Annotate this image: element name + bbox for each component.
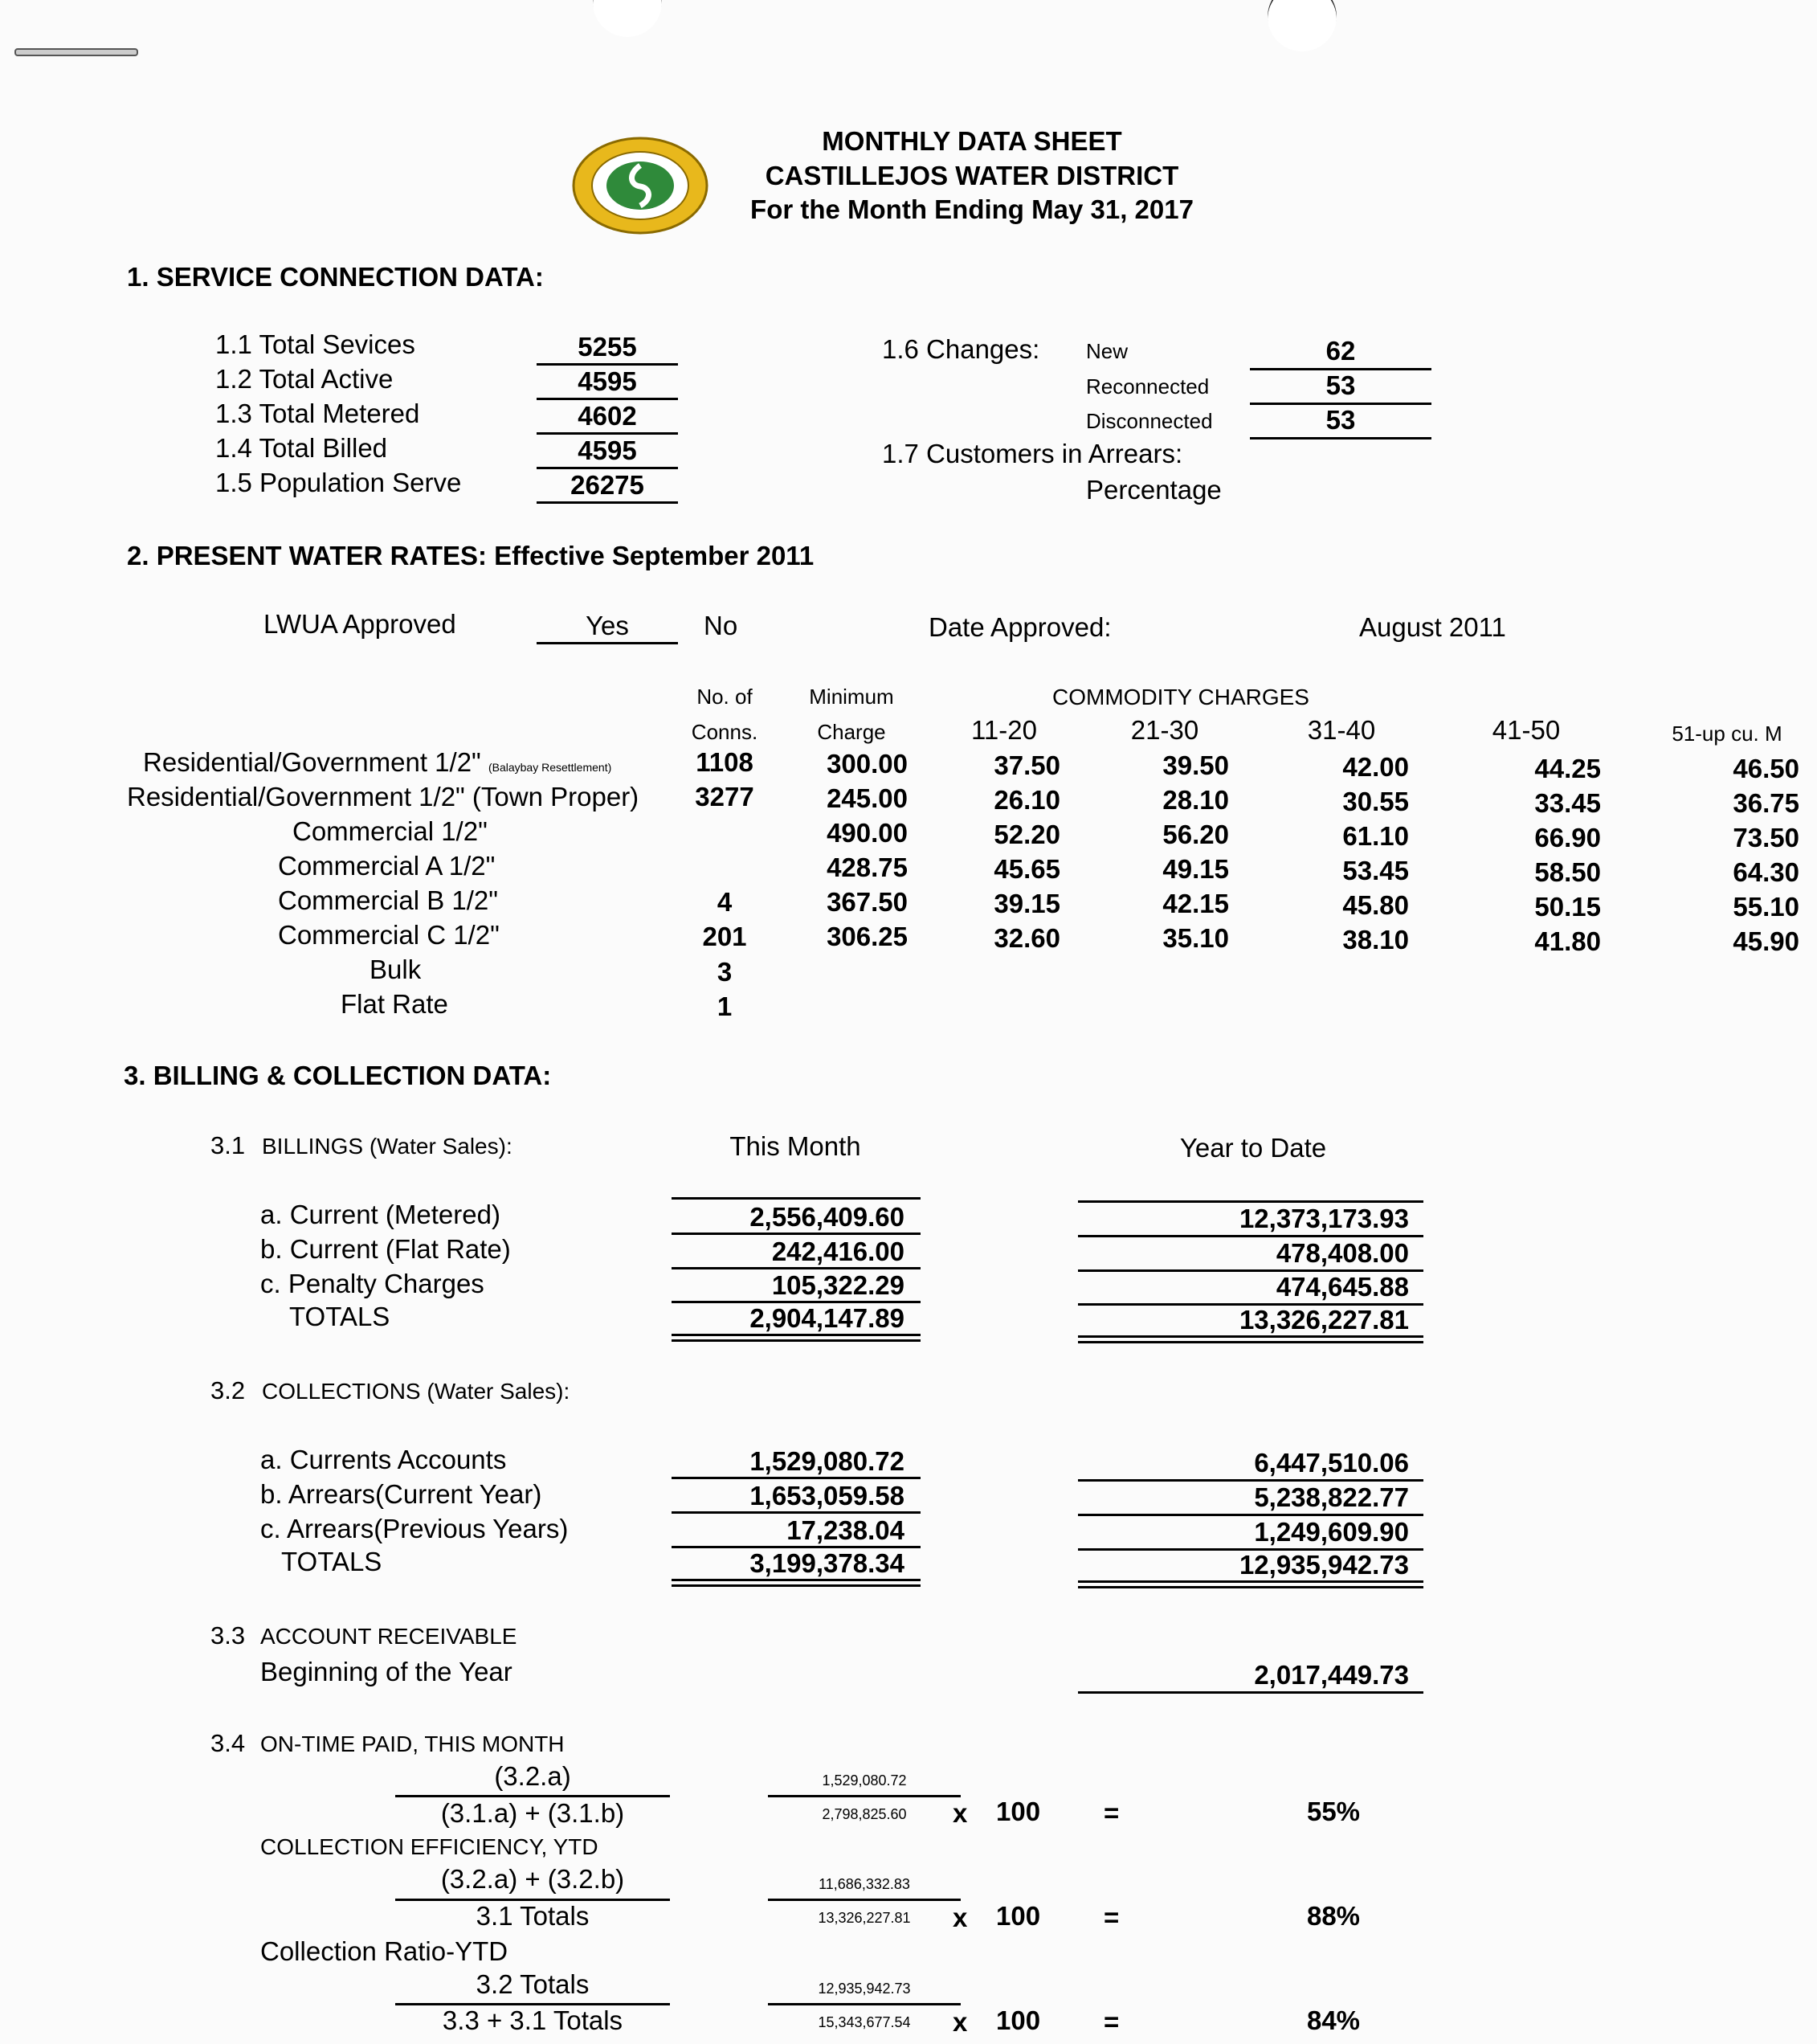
ratio-result: 84% — [1306, 2005, 1361, 2035]
multiply-sign: x — [953, 2007, 968, 2037]
rate-tier: 42.15 — [1162, 889, 1229, 918]
changes-label: 1.6 Changes: — [882, 334, 1040, 364]
collection-month: 3,199,378.34 — [749, 1548, 904, 1578]
ratio-denominator: 3.1 Totals — [476, 1901, 590, 1931]
rate-tier: 64.30 — [1733, 857, 1799, 887]
otp-heading: ON-TIME PAID, THIS MONTH — [260, 1731, 565, 1756]
rate-tier: 39.50 — [1162, 750, 1229, 780]
rate-tier: 28.10 — [1162, 785, 1229, 815]
tier-header: 41-50 — [1492, 715, 1561, 745]
service-value: 4595 — [578, 435, 637, 465]
rate-conns: 201 — [702, 922, 747, 951]
rate-class: Commercial 1/2" — [292, 816, 488, 846]
collection-label: a. Currents Accounts — [260, 1445, 507, 1474]
arrears-label: 1.7 Customers in Arrears: — [882, 439, 1183, 468]
rate-class-label: Residential/Government 1/2" — [143, 747, 481, 777]
punch-hole-right — [1268, 0, 1337, 51]
collection-ytd: 6,447,510.06 — [1254, 1448, 1409, 1478]
tier-header: 21-30 — [1130, 715, 1199, 745]
rate-tier: 66.90 — [1534, 823, 1601, 852]
collection-month: 1,529,080.72 — [749, 1446, 904, 1476]
rate-conns: 1 — [717, 991, 733, 1021]
change-value: 53 — [1325, 405, 1356, 435]
rate-tier: 56.20 — [1162, 820, 1229, 849]
ratio-title: Collection Ratio-YTD — [260, 1936, 508, 1966]
billing-label: c. Penalty Charges — [260, 1269, 484, 1298]
billings-heading: BILLINGS (Water Sales): — [262, 1134, 512, 1159]
rate-tier: 58.50 — [1534, 857, 1601, 887]
rate-min: 300.00 — [827, 749, 908, 779]
billing-month: 105,322.29 — [771, 1270, 904, 1300]
this-month-header: This Month — [729, 1131, 861, 1161]
ratio-numerator: (3.2.a) + (3.2.b) — [440, 1864, 625, 1894]
rate-tier: 50.15 — [1534, 892, 1601, 922]
report-period: For the Month Ending May 31, 2017 — [750, 194, 1194, 224]
rate-min: 245.00 — [827, 783, 908, 813]
percentage-label: Percentage — [1086, 475, 1222, 505]
lwua-yes: Yes — [586, 611, 629, 640]
rate-class: Commercial A 1/2" — [278, 851, 496, 881]
rate-conns: 3 — [717, 957, 733, 987]
punch-hole-left — [593, 0, 662, 37]
ratio-value-num: 11,686,332.83 — [819, 1876, 910, 1892]
tier-header: 31-40 — [1307, 715, 1376, 745]
rate-min: 367.50 — [827, 887, 908, 917]
ratio-denominator: (3.1.a) + (3.1.b) — [440, 1798, 625, 1828]
district-name: CASTILLEJOS WATER DISTRICT — [765, 161, 1179, 190]
service-value: 26275 — [570, 470, 644, 500]
billing-month: 2,556,409.60 — [749, 1202, 904, 1232]
header-minimum: Minimum — [809, 685, 894, 709]
ytd-header: Year to Date — [1179, 1133, 1327, 1163]
rate-min: 490.00 — [827, 818, 908, 848]
rate-conns: 1108 — [696, 747, 753, 777]
collection-label: c. Arrears(Previous Years) — [260, 1514, 569, 1543]
service-label: 1.3 Total Metered — [215, 399, 420, 428]
lwua-approved-label: LWUA Approved — [263, 609, 456, 639]
ar-heading: ACCOUNT RECEIVABLE — [260, 1624, 517, 1649]
equals-sign: = — [1104, 2007, 1120, 2037]
multiply-sign: x — [953, 1798, 968, 1828]
multiply-sign: x — [953, 1903, 968, 1932]
change-type: Reconnected — [1086, 374, 1210, 399]
service-label: 1.4 Total Billed — [215, 433, 388, 463]
rate-tier: 32.60 — [994, 923, 1060, 953]
ratio-denominator: 3.3 + 3.1 Totals — [442, 2005, 623, 2035]
rate-tier: 42.00 — [1342, 752, 1409, 782]
billing-label: b. Current (Flat Rate) — [260, 1234, 511, 1264]
rate-class-note: (Balaybay Resettlement) — [488, 761, 612, 774]
ratio-value-den: 15,343,677.54 — [818, 2014, 911, 2030]
ratio-value-den: 13,326,227.81 — [818, 1910, 911, 1926]
section-2-title: 2. PRESENT WATER RATES: Effective September 2011 — [127, 541, 815, 570]
rate-tier: 49.15 — [1162, 854, 1229, 884]
billing-month: 2,904,147.89 — [749, 1303, 904, 1333]
ar-sublabel: Beginning of the Year — [260, 1657, 512, 1686]
section-1-title: 1. SERVICE CONNECTION DATA: — [127, 262, 544, 292]
change-type: New — [1086, 339, 1129, 363]
rate-conns: 4 — [717, 887, 733, 917]
rate-class — [143, 747, 611, 778]
change-value: 53 — [1325, 370, 1356, 400]
collection-label: b. Arrears(Current Year) — [260, 1479, 542, 1509]
rate-class: Commercial C 1/2" — [278, 920, 500, 950]
collection-ytd: 5,238,822.77 — [1254, 1482, 1409, 1512]
hundred: 100 — [996, 2005, 1041, 2035]
section-3-title: 3. BILLING & COLLECTION DATA: — [124, 1061, 552, 1090]
collection-month: 1,653,059.58 — [749, 1481, 904, 1511]
collection-label: TOTALS — [281, 1547, 382, 1576]
rate-tier: 26.10 — [994, 785, 1060, 815]
change-value: 62 — [1325, 336, 1356, 366]
equals-sign: = — [1104, 1798, 1120, 1828]
equals-sign: = — [1104, 1903, 1120, 1932]
ratio-result: 55% — [1306, 1797, 1361, 1826]
ratio-numerator: 3.2 Totals — [476, 1969, 590, 1999]
ratio-value-num: 12,935,942.73 — [818, 1981, 911, 1997]
rate-class: Flat Rate — [341, 989, 448, 1019]
hundred: 100 — [996, 1901, 1041, 1931]
service-value: 4595 — [578, 366, 637, 396]
rate-tier: 46.50 — [1733, 754, 1799, 783]
date-approved-value: August 2011 — [1359, 612, 1506, 642]
billing-label: a. Current (Metered) — [260, 1200, 500, 1229]
service-value: 4602 — [578, 401, 637, 431]
staple-mark — [14, 48, 138, 56]
rate-tier: 37.50 — [994, 750, 1060, 780]
billing-ytd: 474,645.88 — [1276, 1272, 1409, 1302]
rate-tier: 53.45 — [1342, 856, 1409, 885]
rate-min: 306.25 — [827, 922, 908, 951]
rate-tier: 61.10 — [1342, 821, 1409, 851]
district-logo — [572, 137, 708, 235]
ratio-value-den: 2,798,825.60 — [822, 1806, 907, 1822]
rate-class — [127, 782, 639, 812]
ratio-result: 88% — [1306, 1901, 1361, 1931]
rate-min: 428.75 — [827, 852, 908, 882]
collection-ytd: 12,935,942.73 — [1239, 1550, 1409, 1580]
rate-class-label: Residential/Government 1/2" (Town Proper) — [127, 782, 639, 811]
rate-tier: 52.20 — [994, 820, 1060, 849]
header-conns: Conns. — [691, 720, 758, 744]
rate-tier: 39.15 — [994, 889, 1060, 918]
collections-heading: COLLECTIONS (Water Sales): — [262, 1379, 570, 1404]
rate-class: Bulk — [370, 955, 422, 984]
billing-month: 242,416.00 — [771, 1237, 904, 1266]
billing-ytd: 13,326,227.81 — [1239, 1305, 1409, 1335]
rate-tier: 33.45 — [1534, 788, 1601, 818]
tier-header: 51-up cu. M — [1672, 722, 1782, 746]
rate-class: Commercial B 1/2" — [278, 885, 498, 915]
rate-tier: 35.10 — [1162, 923, 1229, 953]
rate-tier: 45.80 — [1342, 890, 1409, 920]
otp-number: 3.4 — [210, 1729, 246, 1757]
billing-label: TOTALS — [289, 1302, 390, 1331]
collection-ytd: 1,249,609.90 — [1254, 1517, 1409, 1547]
hundred: 100 — [996, 1797, 1041, 1826]
header-no-of: No. of — [696, 685, 753, 709]
rate-tier: 55.10 — [1733, 892, 1799, 922]
ratio-value-num: 1,529,080.72 — [822, 1772, 907, 1788]
service-label: 1.2 Total Active — [215, 364, 394, 394]
rate-tier: 30.55 — [1342, 787, 1409, 816]
billing-ytd: 478,408.00 — [1276, 1238, 1409, 1268]
rate-tier: 73.50 — [1733, 823, 1799, 852]
collection-month: 17,238.04 — [786, 1515, 904, 1545]
service-label: 1.5 Population Serve — [215, 468, 462, 497]
rate-tier: 38.10 — [1342, 925, 1409, 955]
ratio-numerator: (3.2.a) — [494, 1761, 571, 1791]
header-commodity: COMMODITY CHARGES — [1052, 685, 1309, 709]
collections-number: 3.2 — [210, 1376, 246, 1404]
header-charge: Charge — [817, 720, 886, 744]
rate-tier: 45.65 — [994, 854, 1060, 884]
change-type: Disconnected — [1086, 409, 1213, 433]
tier-header: 11-20 — [971, 715, 1037, 745]
ar-value: 2,017,449.73 — [1254, 1660, 1409, 1690]
rate-tier: 45.90 — [1733, 926, 1799, 956]
date-approved-label: Date Approved: — [929, 612, 1112, 642]
ratio-title: COLLECTION EFFICIENCY, YTD — [260, 1834, 598, 1859]
billings-number: 3.1 — [210, 1131, 246, 1159]
billing-ytd: 12,373,173.93 — [1239, 1204, 1409, 1233]
service-value: 5255 — [578, 332, 637, 362]
ar-number: 3.3 — [210, 1621, 246, 1650]
rate-tier: 36.75 — [1733, 788, 1799, 818]
service-label: 1.1 Total Sevices — [215, 329, 415, 359]
lwua-no: No — [704, 611, 738, 640]
rate-conns: 3277 — [695, 782, 754, 811]
rate-tier: 44.25 — [1534, 754, 1601, 783]
rate-tier: 41.80 — [1534, 926, 1601, 956]
sheet-title: MONTHLY DATA SHEET — [822, 126, 1122, 156]
